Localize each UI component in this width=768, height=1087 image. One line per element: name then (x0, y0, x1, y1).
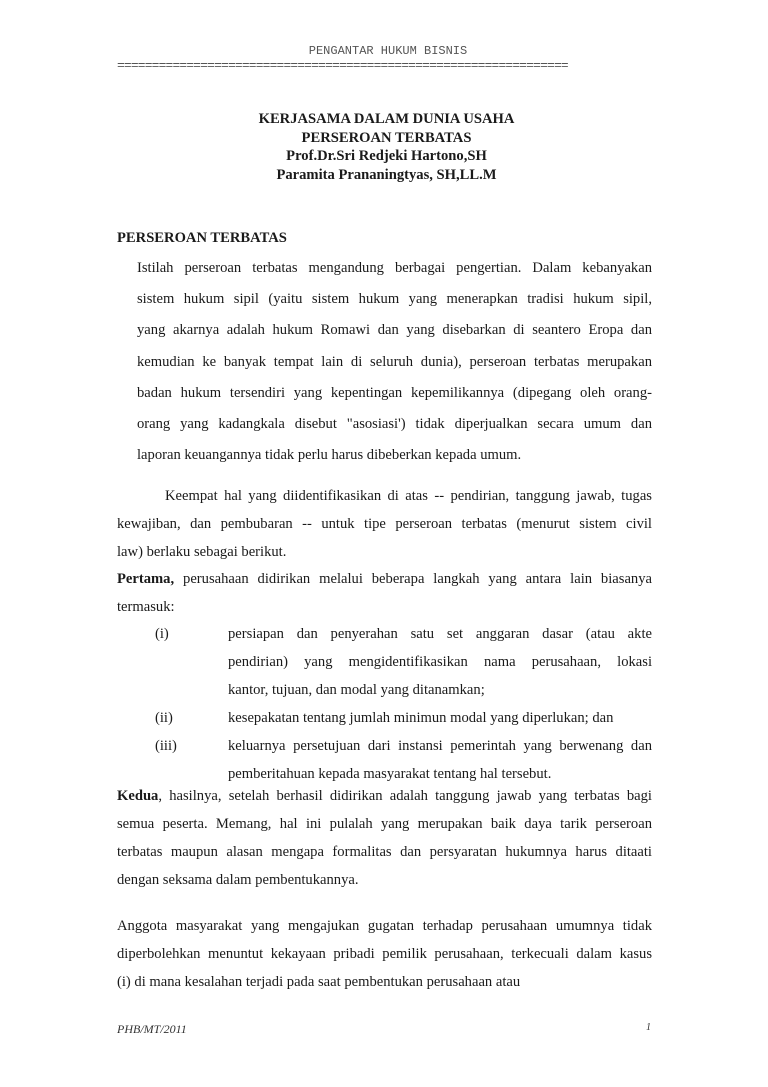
text-line: kewajiban, dan pembubaran -- untuk tipe perseroan terbatas (menurut sistem civil (117, 515, 652, 532)
text-line: orang yang kadangkala disebut "asosiasi') tidak diperjualkan secara umum dan (137, 416, 652, 433)
document-subtitle: PERSEROAN TERBATAS (301, 129, 472, 146)
list-item (117, 732, 652, 788)
header-rule: ================================================================= (117, 58, 568, 73)
page-number: 1 (646, 1022, 651, 1033)
text-line: laporan keuangannya tidak perlu harus dibeberkan kepada umum. (137, 447, 522, 464)
author-1: Prof.Dr.Sri Redjeki Hartono,SH (286, 148, 487, 164)
text-line: kemudian ke banyak tempat lain di seluruh dunia), perseroan terbatas merupakan (137, 353, 652, 370)
document-title: KERJASAMA DALAM DUNIA USAHA (258, 111, 515, 127)
paragraph-kedua (117, 782, 652, 894)
text-line (117, 566, 652, 594)
list-marker: (ii) (155, 710, 173, 726)
pertama-text: perusahaan didirikan melalui beberapa langkah yang antara lain biasanya (174, 571, 652, 588)
text-line: persiapan dan penyerahan satu set anggaran dasar (atau akte (228, 626, 652, 642)
text-line: diperbolehkan menuntut kekayaan pribadi pemilik perusahaan, terkecuali dalam kasus (117, 946, 652, 962)
text-line: dengan seksama dalam pembentukannya. (117, 872, 359, 888)
text-line: keluarnya persetujuan dari instansi pemerintah yang berwenang dan (228, 738, 652, 754)
kedua-label: Kedua (117, 788, 159, 804)
author-2: Paramita Prananingtyas, SH,LL.M (276, 166, 497, 183)
text-line: badan hukum tersendiri yang kepentingan kepemilikannya (dipegang oleh orang- (137, 384, 652, 401)
text-line: kesepakatan tentang jumlah minimun modal yang diperlukan; dan (228, 710, 614, 726)
text-line: termasuk: (117, 599, 175, 616)
text-line: pemberitahuan kepada masyarakat tentang hal tersebut. (228, 766, 552, 782)
footer-code: PHB/MT/2011 (117, 1022, 187, 1036)
numbered-list (117, 620, 652, 788)
paragraph-keempat (117, 483, 652, 622)
list-item (117, 620, 652, 704)
text-line: Anggota masyarakat yang mengajukan gugatan terhadap perusahaan umumnya tidak (117, 918, 652, 934)
running-header: PENGANTAR HUKUM BISNIS (308, 44, 468, 58)
section-heading: PERSEROAN TERBATAS (117, 230, 287, 246)
list-marker: (iii) (155, 738, 177, 754)
text-line: (i) di mana kesalahan terjadi pada saat pembentukan perusahaan atau (117, 974, 521, 990)
text-line: semua peserta. Memang, hal ini pulalah yang merupakan baik daya tarik perseroan (117, 816, 652, 832)
pertama-label: Pertama, (117, 571, 175, 588)
text-line (117, 782, 652, 810)
text-line: Keempat hal yang diidentifikasikan di atas -- pendirian, tanggung jawab, tugas (165, 488, 652, 504)
list-marker: (i) (155, 626, 169, 642)
text-line: terbatas maupun alasan mengapa formalitas dan persyaratan hukumnya harus ditaati (117, 844, 652, 860)
paragraph-intro (137, 253, 652, 471)
text-line: yang akarnya adalah hukum Romawi dan yang disebarkan di seantero Eropa dan (137, 322, 652, 339)
paragraph-anggota (117, 912, 652, 996)
text-line: pendirian) yang mengidentifikasikan nama perusahaan, lokasi (228, 654, 652, 670)
text-line: law) berlaku sebagai berikut. (117, 543, 287, 560)
text-line: Istilah perseroan terbatas mengandung berbagai pengertian. Dalam kebanyakan (137, 260, 652, 276)
document-title-block (0, 110, 768, 184)
text-line: kantor, tujuan, dan modal yang ditanamkan; (228, 682, 485, 698)
kedua-text: , hasilnya, setelah berhasil didirikan adalah tanggung jawab yang terbatas bagi (158, 788, 652, 804)
list-item (117, 704, 652, 732)
text-line: sistem hukum sipil (yaitu sistem hukum yang menerapkan tradisi hukum sipil, (137, 291, 652, 308)
